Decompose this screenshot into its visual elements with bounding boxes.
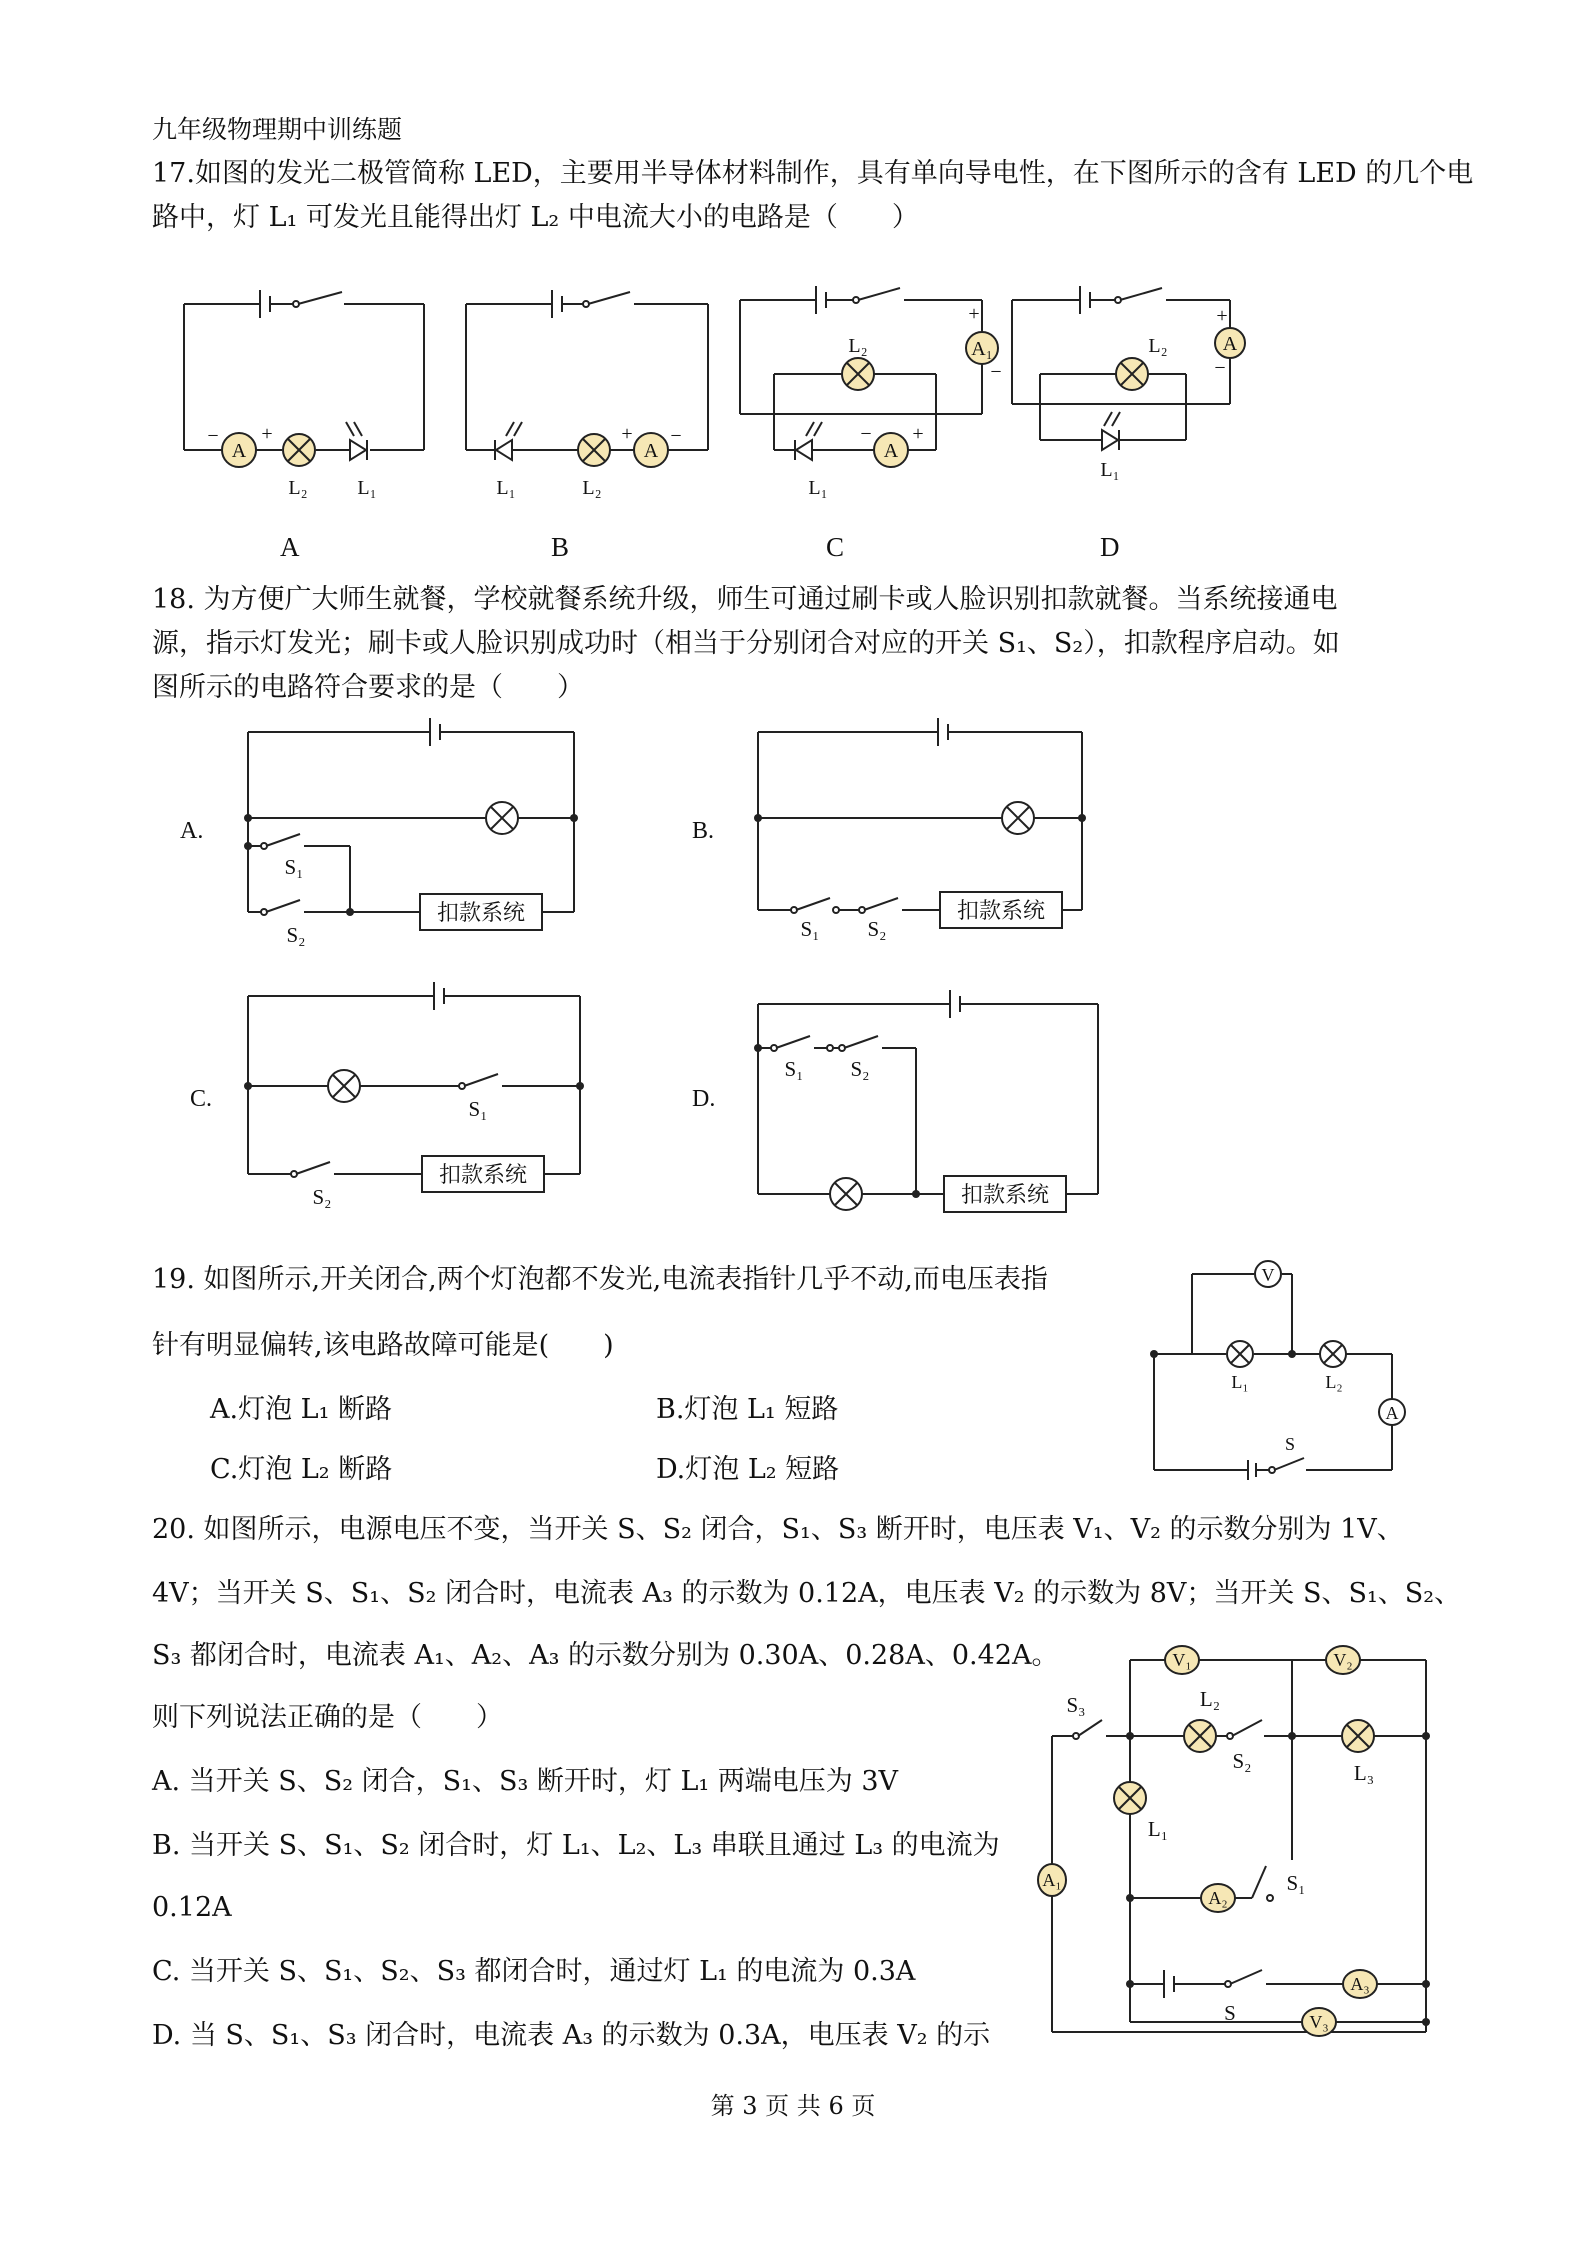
q17-line1: 17.如图的发光二极管简称 LED，主要用半导体材料制作，具有单向导电性，在下图所示的含有 LED 的几个电 — [152, 158, 1474, 189]
svg-text:A₁: A₁ — [971, 338, 993, 360]
q18-line1: 18. 为方便广大师生就餐，学校就餐系统升级，师生可通过刷卡或人脸识别扣款就餐。当系统接通电 — [152, 584, 1338, 615]
q20-option-a[interactable]: A. 当开关 S、S₂ 闭合，S₁、S₃ 断开时，灯 L₁ 两端电压为 3V — [152, 1766, 899, 1797]
svg-text:+: + — [261, 423, 273, 445]
svg-text:L₁: L₁ — [1231, 1372, 1249, 1392]
q17-circuits — [170, 270, 1440, 520]
q20-circuit — [1030, 1640, 1450, 2040]
svg-text:S₂: S₂ — [1232, 1749, 1252, 1773]
svg-text:A₂: A₂ — [1208, 1888, 1228, 1908]
svg-text:扣款系统: 扣款系统 — [960, 1182, 1050, 1207]
svg-text:C.: C. — [190, 1086, 213, 1112]
q17-option-c[interactable]: C — [826, 532, 845, 562]
svg-text:+: + — [968, 303, 980, 325]
svg-text:L₁: L₁ — [1100, 459, 1120, 481]
svg-text:A: A — [1222, 333, 1238, 355]
svg-text:S₂: S₂ — [867, 917, 887, 941]
page-footer: 第 3 页 共 6 页 — [710, 2092, 876, 2120]
svg-text:V₁: V₁ — [1172, 1650, 1192, 1670]
q18-circuits — [180, 710, 1130, 1230]
ammeter-a-label: A — [231, 440, 247, 462]
q19-line1: 19. 如图所示,开关闭合,两个灯泡都不发光,电流表指针几乎不动,而电压表指 — [152, 1264, 1048, 1295]
q18-line2: 源，指示灯发光；刷卡或人脸识别成功时（相当于分别闭合对应的开关 S₁、S₂），扣款程序启动。如 — [152, 628, 1340, 659]
svg-text:+: + — [621, 423, 633, 445]
q20-option-c[interactable]: C. 当开关 S、S₁、S₂、S₃ 都闭合时，通过灯 L₁ 的电流为 0.3A — [152, 1956, 916, 1987]
svg-text:S₂: S₂ — [286, 923, 306, 947]
svg-text:+: + — [1216, 305, 1228, 327]
q19-option-a[interactable]: A.灯泡 L₁ 断路 — [210, 1394, 392, 1425]
q19-option-b[interactable]: B.灯泡 L₁ 短路 — [656, 1394, 839, 1425]
q17-option-d[interactable]: D — [1100, 532, 1120, 562]
q18-line3: 图所示的电路符合要求的是（ ） — [152, 672, 584, 703]
q20-line3: S₃ 都闭合时，电流表 A₁、A₂、A₃ 的示数分别为 0.30A、0.28A、0.42A。 — [152, 1640, 1059, 1671]
svg-text:V₂: V₂ — [1333, 1650, 1353, 1670]
svg-text:S: S — [1284, 1434, 1296, 1454]
svg-text:+: + — [912, 423, 924, 445]
q18-a-box-label: 扣款系统 — [436, 900, 526, 925]
q20-option-d[interactable]: D. 当 S、S₁、S₃ 闭合时，电流表 A₃ 的示数为 0.3A，电压表 V₂ 的示 — [152, 2020, 991, 2051]
q20-line4: 则下列说法正确的是（ ） — [152, 1702, 503, 1733]
svg-text:S₁: S₁ — [284, 855, 304, 879]
svg-text:L₁: L₁ — [357, 477, 377, 499]
q19-circuit — [1140, 1250, 1410, 1480]
q17-option-b[interactable]: B — [551, 532, 570, 562]
q19-option-d[interactable]: D.灯泡 L₂ 短路 — [656, 1454, 840, 1485]
svg-text:A₁: A₁ — [1042, 1870, 1062, 1890]
svg-text:L₁: L₁ — [808, 477, 828, 499]
svg-text:S: S — [1224, 2001, 1236, 2025]
svg-text:L₂: L₂ — [288, 477, 308, 499]
svg-text:S₁: S₁ — [784, 1057, 804, 1081]
svg-text:A₃: A₃ — [1350, 1974, 1370, 1994]
svg-text:−: − — [1214, 357, 1226, 379]
q19-line2: 针有明显偏转,该电路故障可能是( ) — [152, 1330, 614, 1361]
svg-text:S₁: S₁ — [800, 917, 820, 941]
svg-text:V₃: V₃ — [1309, 2012, 1329, 2032]
q20-option-b-cont: 0.12A — [152, 1892, 232, 1923]
svg-text:L₂: L₂ — [848, 335, 868, 357]
svg-text:S₃: S₃ — [1066, 1693, 1086, 1717]
svg-text:D.: D. — [692, 1086, 716, 1112]
svg-text:L₁: L₁ — [496, 477, 516, 499]
svg-text:A: A — [643, 440, 659, 462]
page-header: 九年级物理期中训练题 — [152, 115, 403, 144]
svg-text:S₂: S₂ — [312, 1185, 332, 1209]
svg-text:L₁: L₁ — [1147, 1817, 1169, 1841]
q19-option-c[interactable]: C.灯泡 L₂ 断路 — [210, 1454, 393, 1485]
q20-line2: 4V；当开关 S、S₁、S₂ 闭合时，电流表 A₃ 的示数为 0.12A，电压表 V₂ 的示数为 8V；当开关 S、S₁、S₂、 — [152, 1578, 1462, 1609]
svg-text:L₂: L₂ — [1199, 1687, 1221, 1711]
svg-text:−: − — [207, 425, 219, 447]
svg-text:S₁: S₁ — [468, 1097, 488, 1121]
q20-option-b[interactable]: B. 当开关 S、S₁、S₂ 闭合时，灯 L₁、L₂、L₃ 串联且通过 L₃ 的电流为 — [152, 1830, 1000, 1861]
svg-text:−: − — [990, 361, 1002, 383]
svg-text:−: − — [670, 425, 682, 447]
svg-text:B.: B. — [692, 818, 715, 844]
svg-text:S₁: S₁ — [1286, 1871, 1306, 1895]
svg-text:V: V — [1261, 1265, 1275, 1285]
svg-text:扣款系统: 扣款系统 — [438, 1162, 528, 1187]
svg-text:S₂: S₂ — [850, 1057, 870, 1081]
q20-line1: 20. 如图所示，电源电压不变，当开关 S、S₂ 闭合，S₁、S₃ 断开时，电压表 V₁、V₂ 的示数分别为 1V、 — [152, 1514, 1404, 1545]
svg-text:A: A — [883, 440, 899, 462]
q17-line2: 路中，灯 L₁ 可发光且能得出灯 L₂ 中电流大小的电路是（ ） — [152, 202, 919, 233]
svg-text:扣款系统: 扣款系统 — [956, 898, 1046, 923]
svg-text:A: A — [1385, 1403, 1399, 1423]
svg-text:L₂: L₂ — [1325, 1372, 1343, 1392]
svg-text:−: − — [860, 423, 872, 445]
q17-option-a[interactable]: A — [280, 532, 300, 562]
svg-text:A.: A. — [180, 818, 204, 844]
svg-text:L₂: L₂ — [1148, 335, 1168, 357]
svg-text:L₂: L₂ — [582, 477, 602, 499]
svg-text:L₃: L₃ — [1353, 1761, 1375, 1785]
